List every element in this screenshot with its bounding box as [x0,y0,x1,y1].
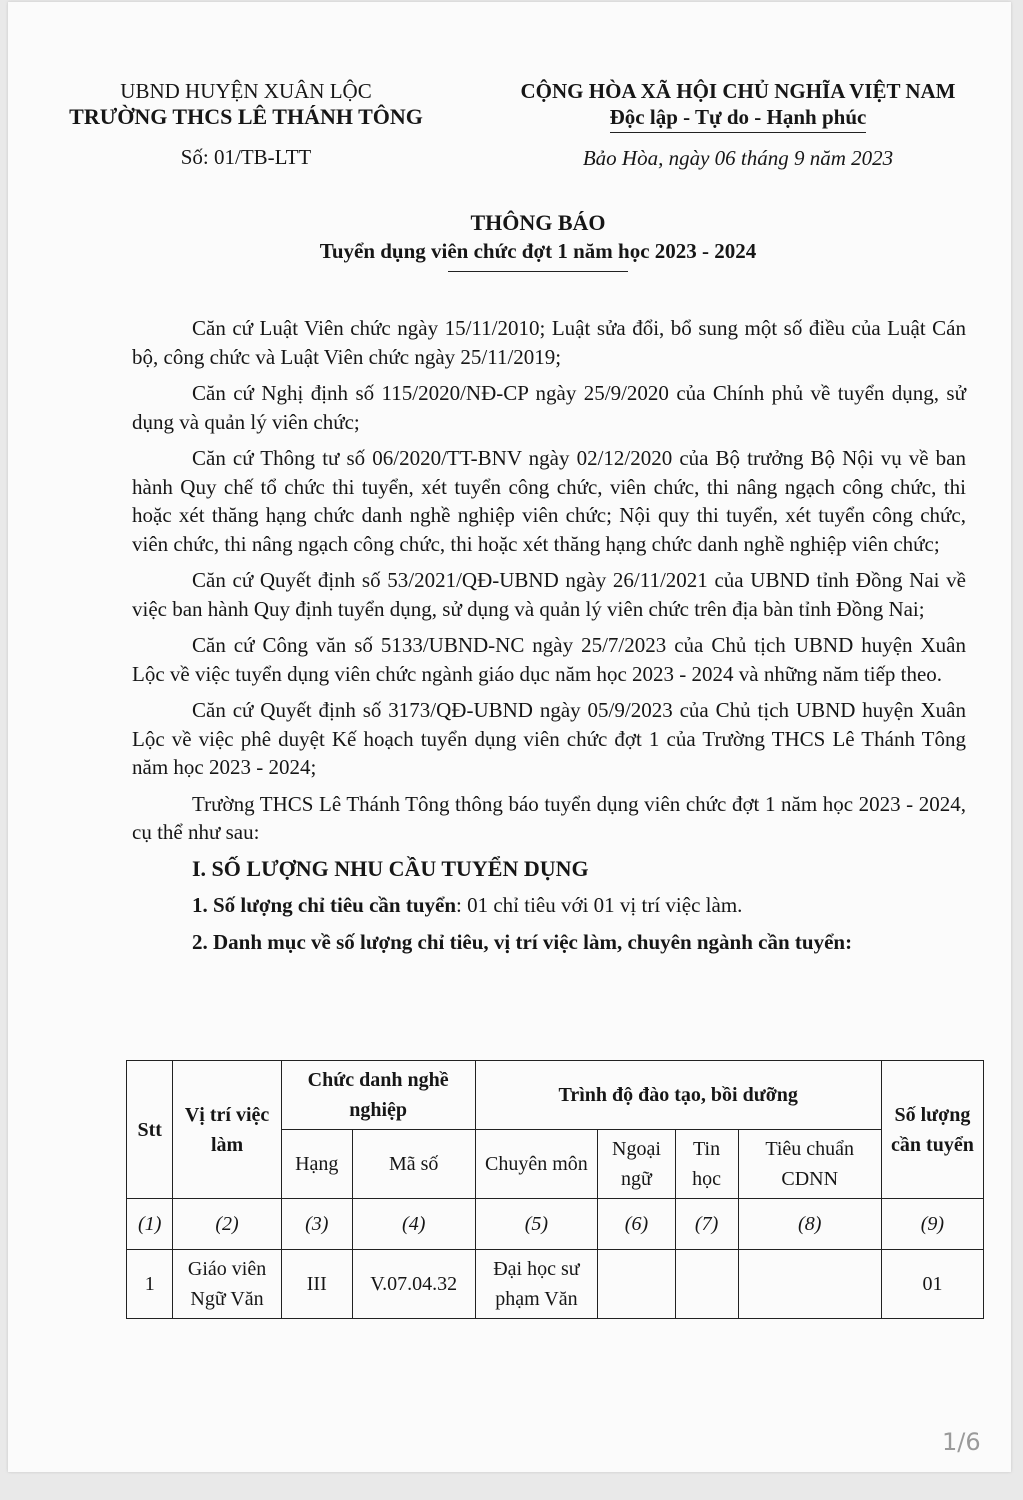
header-it: Tin học [675,1130,738,1199]
index-cell: (7) [675,1199,738,1250]
document-page [8,2,1011,1472]
quota-label: 1. Số lượng chỉ tiêu cần tuyển [192,893,457,917]
cell-code: V.07.04.32 [352,1250,475,1319]
recruitment-table [126,1060,984,1319]
table-index-row [127,1199,984,1250]
header-position: Vị trí việc làm [173,1061,281,1199]
issuing-authority: UBND HUYỆN XUÂN LỘC [120,79,372,103]
header-code: Mã số [352,1130,475,1199]
quota-text: : 01 chỉ tiêu với 01 vị trí việc làm. [456,893,743,917]
document-number: Số: 01/TB-LTT [180,145,312,169]
index-cell: (9) [881,1199,983,1250]
section-heading: I. SỐ LƯỢNG NHU CẦU TUYỂN DỤNG [192,855,589,881]
motto: Độc lập - Tự do - Hạnh phúc [610,104,867,133]
legal-basis-paragraph: Căn cứ Thông tư số 06/2020/TT-BNV ngày 02/12/2020 của Bộ trưởng Bộ Nội vụ về ban hành Quy chế tổ chức thi tuyển, xét tuyển công chức, viên chức, thi nâng ngạch công chức, thi hoặc xét thăng hạng chức danh nghề nghiệp viên chức; Nội quy thi tuyển, xét tuyển công chức, viên chức, thi nâng ngạch công chức, thi hoặc xét thăng hạng chức danh nghề nghiệp viên chức; [132,446,966,556]
cell-rank: III [281,1250,352,1319]
legal-basis-paragraph: Căn cứ Luật Viên chức ngày 15/11/2010; Luật sửa đổi, bổ sung một số điều của Luật Cán bộ, công chức và Luật Viên chức ngày 25/11/2019; [132,316,966,369]
page-counter: 1/6 [942,1428,981,1456]
index-cell: (4) [352,1199,475,1250]
title-divider [448,271,628,272]
legal-basis-paragraph: Căn cứ Nghị định số 115/2020/NĐ-CP ngày 25/9/2020 của Chính phủ về tuyển dụng, sử dụng và quản lý viên chức; [132,381,966,434]
index-cell: (5) [475,1199,598,1250]
index-cell: (6) [598,1199,675,1250]
school-name: TRƯỜNG THCS LÊ THÁNH TÔNG [69,104,423,129]
cell-position: Giáo viên Ngữ Văn [173,1250,281,1319]
index-cell: (2) [173,1199,281,1250]
header-title: Chức danh nghề nghiệp [281,1061,475,1130]
nation-name: CỘNG HÒA XÃ HỘI CHỦ NGHĨA VIỆT NAM [520,79,956,103]
cell-count: 01 [881,1250,983,1319]
header-rank: Hạng [281,1130,352,1199]
document-title-block [108,209,968,272]
document-body [132,314,966,964]
cell-it [675,1250,738,1319]
issuer-block [46,78,446,170]
quota-line [132,891,966,920]
header-count: Số lượng cần tuyển [881,1061,983,1199]
legal-basis-paragraph: Căn cứ Quyết định số 3173/QĐ-UBND ngày 05/9/2023 của Chủ tịch UBND huyện Xuân Lộc về việc phê duyệt Kế hoạch tuyển dụng viên chức đợt 1 của Trường THCS Lê Thánh Tông năm học 2023 - 2024; [132,698,966,779]
catalog-label: 2. Danh mục về số lượng chỉ tiêu, vị trí việc làm, chuyên ngành cần tuyển: [192,929,853,954]
table-header-row [127,1061,984,1130]
header-training: Trình độ đào tạo, bồi dưỡng [475,1061,881,1130]
announcement-paragraph: Trường THCS Lê Thánh Tông thông báo tuyển dụng viên chức đợt 1 năm học 2023 - 2024, cụ thể như sau: [132,791,966,844]
cell-stt: 1 [127,1250,173,1319]
table-row [127,1250,984,1319]
catalog-line [132,928,966,957]
index-cell: (1) [127,1199,173,1250]
index-cell: (8) [738,1199,881,1250]
cell-major: Đại học sư phạm Văn [475,1250,598,1319]
legal-basis-paragraph: Căn cứ Quyết định số 53/2021/QĐ-UBND ngày 26/11/2021 của UBND tỉnh Đồng Nai về việc ban hành Quy định tuyển dụng, sử dụng và quản lý viên chức trên địa bàn tỉnh Đồng Nai; [132,568,966,621]
index-cell: (3) [281,1199,352,1250]
document-title: THÔNG BÁO [470,210,606,235]
header-stt: Stt [127,1061,173,1199]
header-cdnn: Tiêu chuẩn CDNN [738,1130,881,1199]
header-major: Chuyên môn [475,1130,598,1199]
national-motto-block [488,78,988,171]
cell-language [598,1250,675,1319]
issue-date: Bảo Hòa, ngày 06 tháng 9 năm 2023 [582,146,894,170]
header-language: Ngoại ngữ [598,1130,675,1199]
cell-cdnn [738,1250,881,1319]
legal-basis-paragraph: Căn cứ Công văn số 5133/UBND-NC ngày 25/7/2023 của Chủ tịch UBND huyện Xuân Lộc về việc tuyển dụng viên chức ngành giáo dục năm học 2023 - 2024 và những năm tiếp theo. [132,633,966,686]
document-subtitle: Tuyển dụng viên chức đợt 1 năm học 2023 - 2024 [319,239,757,263]
